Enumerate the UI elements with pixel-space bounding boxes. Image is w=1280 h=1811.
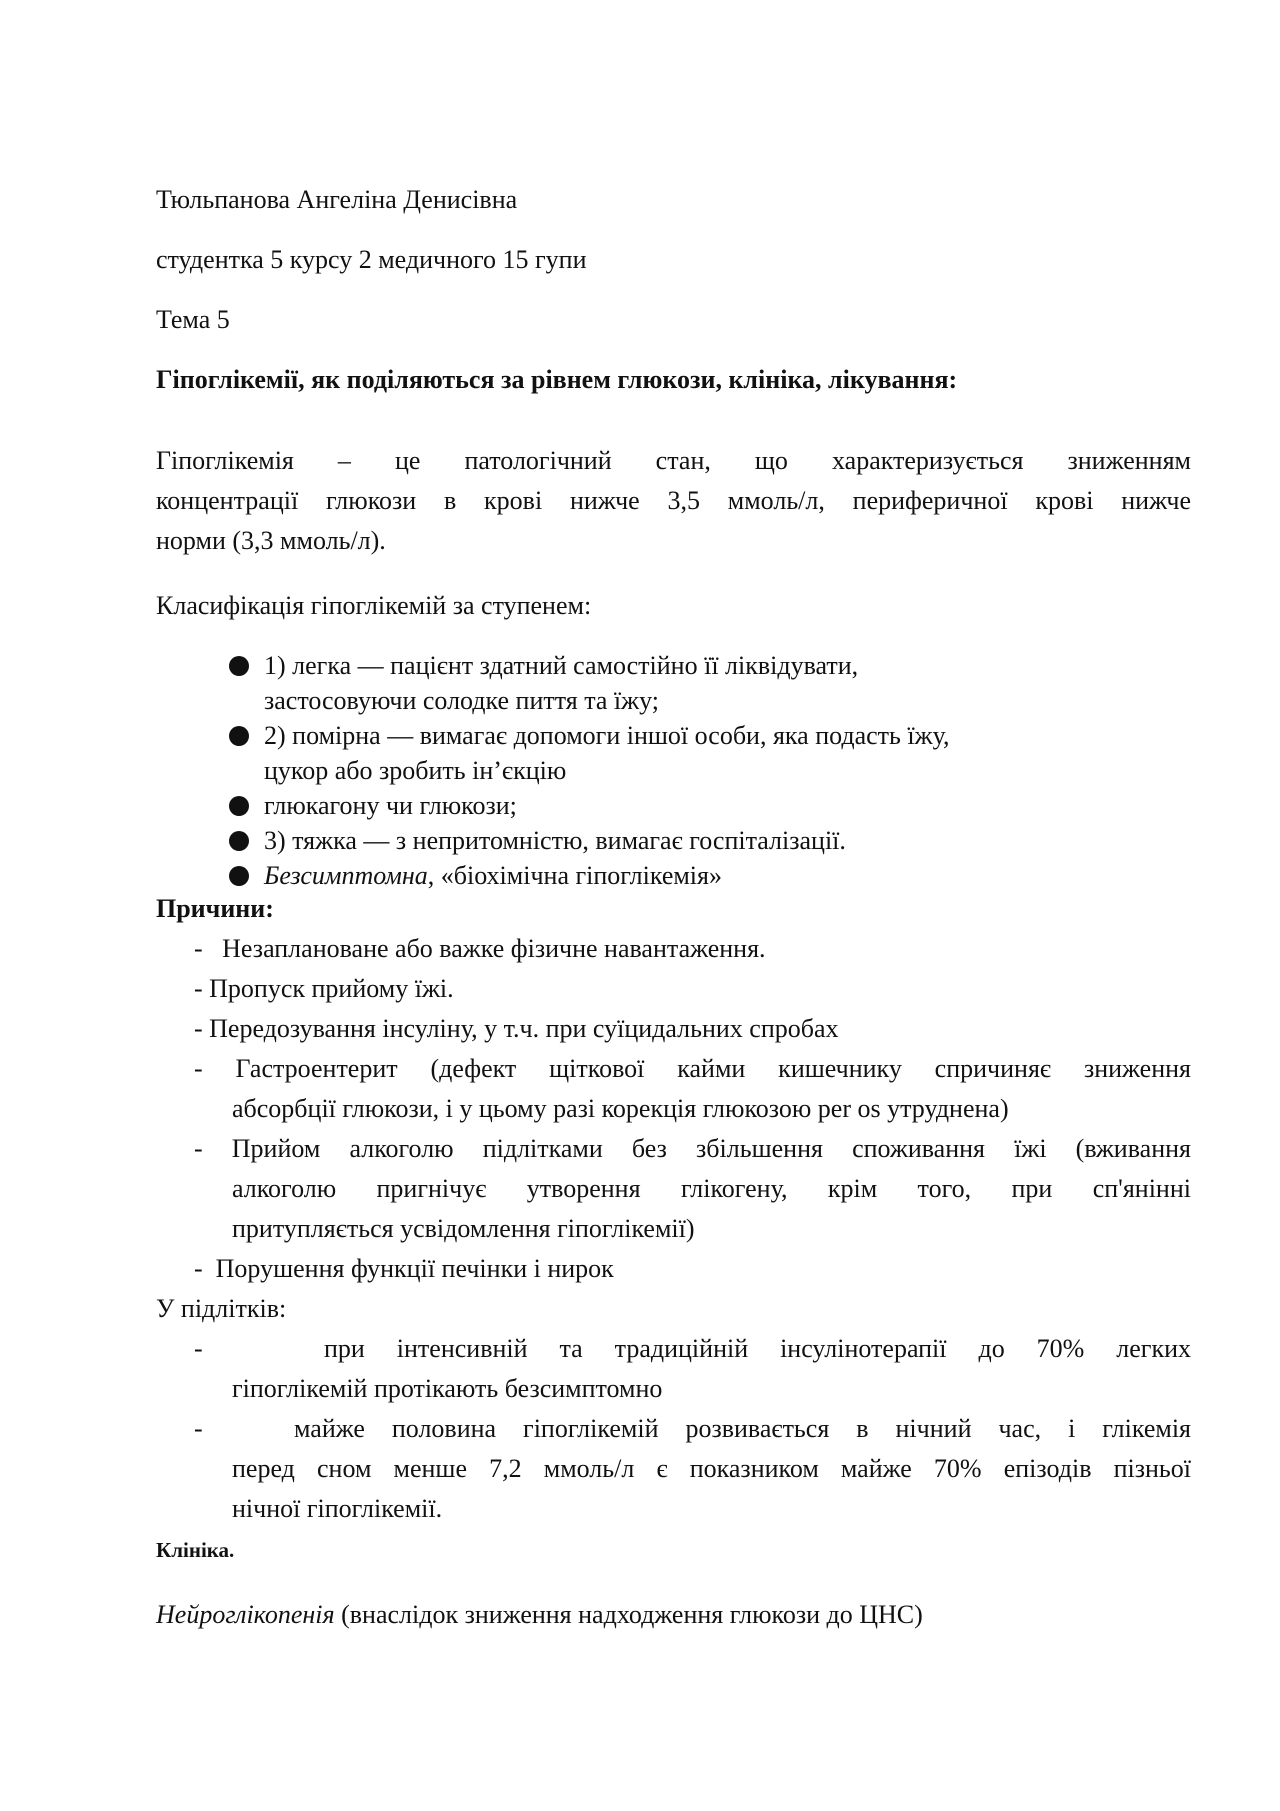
list-item-continuation: цукор або зробить ін’єкцію [264, 756, 567, 785]
cause-item: - Гастроентерит (дефект щіткової кайми кишечнику спричиняє зниження [194, 1054, 1191, 1083]
bullet-icon [229, 656, 249, 676]
neuroglycopenia-term: Нейроглікопенія [156, 1600, 335, 1629]
causes-heading: Причини: [156, 894, 274, 923]
list-item: 3) тяжка — з непритомністю, вимагає госпіталізації. [264, 826, 846, 855]
teens-item-continuation: нічної гіпоглікемії. [232, 1494, 443, 1523]
cause-item: - Прийом алкоголю підлітками без збільшення споживання їжі (вживання [194, 1134, 1191, 1163]
document-title: Гіпоглікемії, як поділяються за рівнем глюкози, клініка, лікування: [156, 365, 958, 394]
definition-line-3: норми (3,3 ммоль/л). [156, 526, 386, 555]
cause-item-continuation: алкоголю пригнічує утворення глікогену, крім того, при сп'янінні [232, 1174, 1191, 1203]
neuroglycopenia-line [156, 1595, 923, 1635]
cause-item: - Порушення функції печінки і нирок [194, 1254, 614, 1283]
cause-item-continuation: абсорбції глюкози, і у цьому разі корекція глюкозою per os утруднена) [232, 1094, 1009, 1123]
teens-item-continuation: перед сном менше 7,2 ммоль/л є показником майже 70% епізодів пізньої [232, 1454, 1191, 1483]
teens-item-continuation: гіпоглікемій протікають безсимптомно [232, 1374, 663, 1403]
classification-heading: Класифікація гіпоглікемій за ступенем: [156, 591, 592, 620]
bullet-icon [229, 866, 249, 886]
definition-line-1: Гіпоглікемія – це патологічний стан, що характеризується зниженням [156, 446, 1191, 475]
bullet-icon [229, 796, 249, 816]
teens-dash: - [194, 1334, 203, 1363]
teens-item: при інтенсивній та традиційній інсулінотерапії до 70% легких [324, 1334, 1191, 1363]
author-name: Тюльпанова Ангеліна Денисівна [156, 185, 518, 214]
bullet-icon [229, 831, 249, 851]
list-item-italic: Безсимптомна [264, 861, 428, 890]
cause-item: - Пропуск прийому їжі. [194, 974, 454, 1003]
cause-item: - Незаплановане або важке фізичне навантаження. [194, 934, 766, 963]
topic-label: Тема 5 [156, 305, 230, 334]
student-info: студентка 5 курсу 2 медичного 15 гупи [156, 245, 587, 274]
cause-item: - Передозування інсуліну, у т.ч. при суїцидальних спробах [194, 1014, 839, 1043]
teens-dash: - [194, 1414, 203, 1443]
list-item-continuation: застосовуючи солодке пиття та їжу; [264, 686, 660, 715]
list-item [264, 856, 722, 896]
teens-item: майже половина гіпоглікемій розвивається в нічний час, і глікемія [294, 1414, 1191, 1443]
clinic-heading: Клініка. [156, 1538, 235, 1562]
teens-heading: У підлітків: [156, 1294, 287, 1323]
cause-item-continuation: притупляється усвідомлення гіпоглікемії) [232, 1214, 695, 1243]
list-item: 2) помірна — вимагає допомоги іншої особи, яка подасть їжу, [264, 721, 950, 750]
bullet-icon [229, 726, 249, 746]
list-item: 1) легка — пацієнт здатний самостійно її ліквідувати, [264, 651, 859, 680]
neuroglycopenia-description: (внаслідок зниження надходження глюкози до ЦНС) [334, 1600, 923, 1629]
list-item: глюкагону чи глюкози; [264, 791, 517, 820]
list-item-rest: , «біохімічна гіпоглікемія» [427, 861, 722, 890]
definition-line-2: концентрації глюкози в крові нижче 3,5 ммоль/л, периферичної крові нижче [156, 486, 1191, 515]
